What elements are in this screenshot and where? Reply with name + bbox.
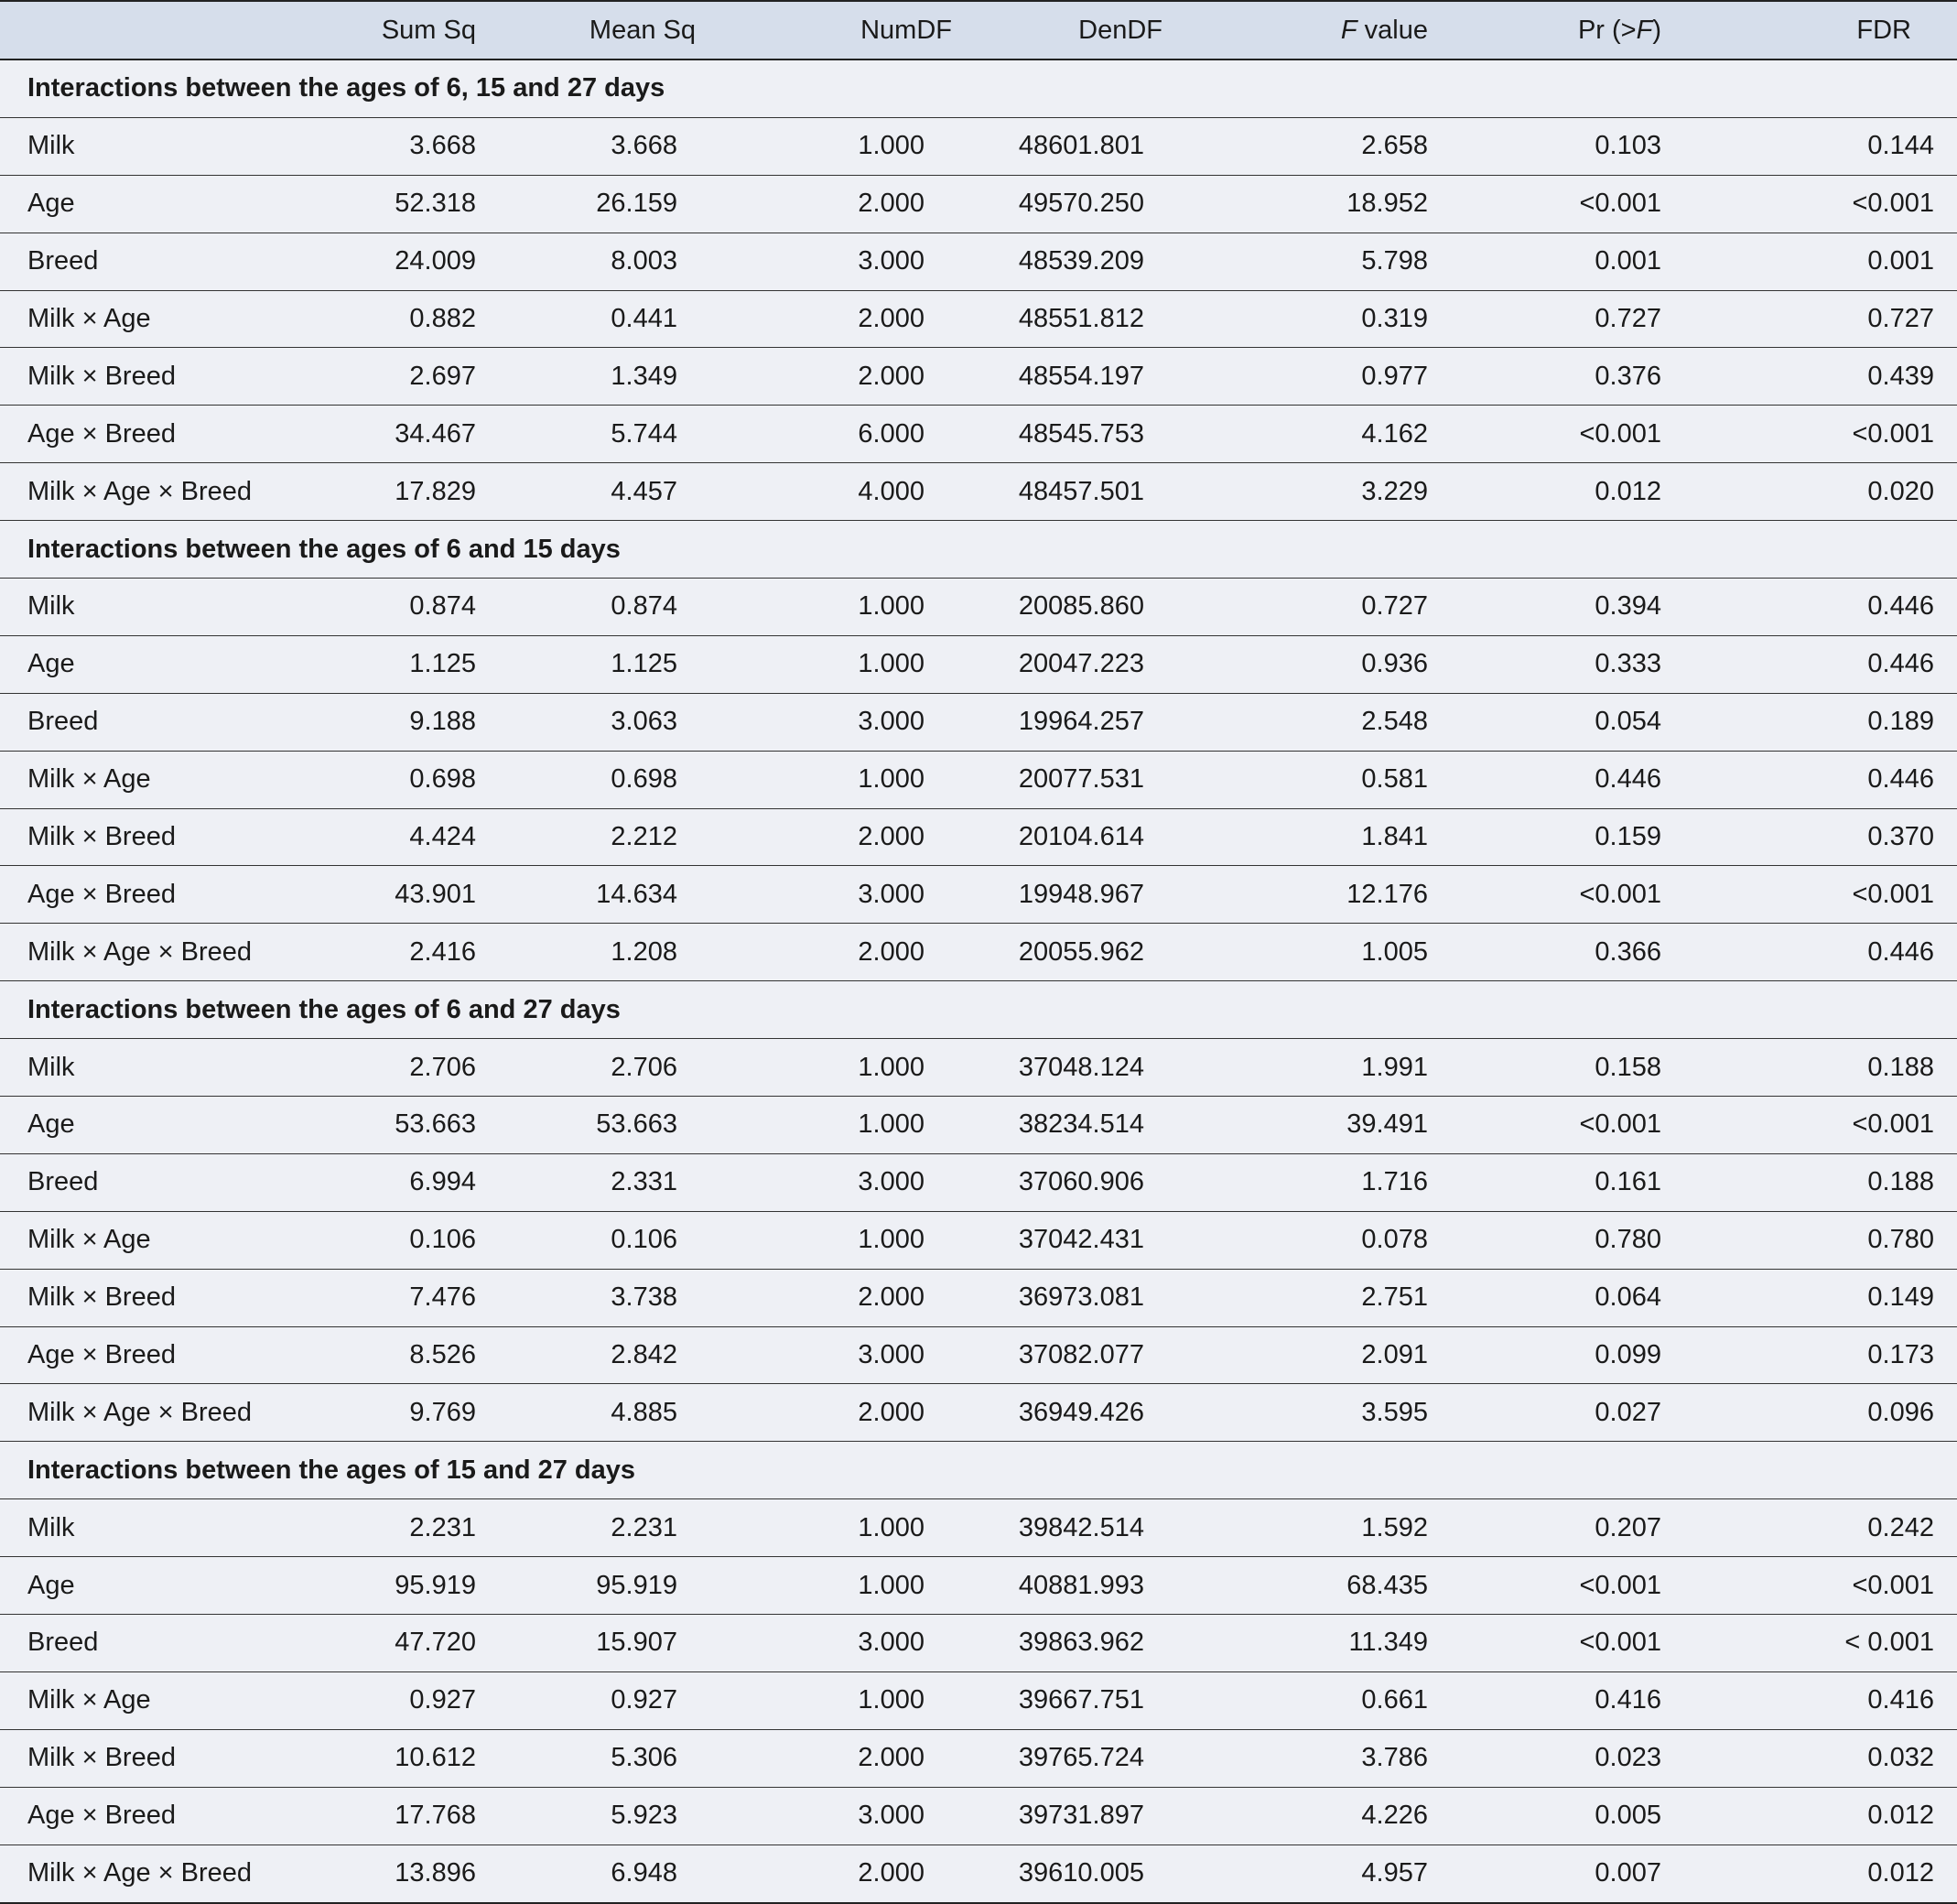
cell-fdr: 0.727 bbox=[1684, 290, 1957, 348]
cell-dendf: 48539.209 bbox=[952, 233, 1217, 290]
cell-f-value: 2.548 bbox=[1217, 693, 1446, 751]
cell-dendf: 48601.801 bbox=[952, 117, 1217, 175]
cell-numdf: 4.000 bbox=[714, 463, 952, 521]
cell-f-value: 4.226 bbox=[1217, 1787, 1446, 1844]
cell-fdr: 0.446 bbox=[1684, 579, 1957, 636]
cell-term: Milk × Age × Breed bbox=[0, 1844, 275, 1902]
cell-fdr: 0.188 bbox=[1684, 1039, 1957, 1097]
cell-sum-sq: 24.009 bbox=[275, 233, 476, 290]
cell-mean-sq: 1.349 bbox=[476, 348, 714, 406]
table-row bbox=[0, 1557, 1957, 1615]
cell-p-value: 0.064 bbox=[1446, 1269, 1684, 1326]
cell-p-value: <0.001 bbox=[1446, 1557, 1684, 1615]
cell-sum-sq: 17.768 bbox=[275, 1787, 476, 1844]
header-mean-sq: Mean Sq bbox=[476, 1, 714, 60]
cell-sum-sq: 9.769 bbox=[275, 1384, 476, 1442]
cell-dendf: 48545.753 bbox=[952, 406, 1217, 463]
cell-sum-sq: 4.424 bbox=[275, 808, 476, 866]
cell-term: Milk bbox=[0, 579, 275, 636]
cell-mean-sq: 4.457 bbox=[476, 463, 714, 521]
cell-dendf: 36949.426 bbox=[952, 1384, 1217, 1442]
cell-term: Age × Breed bbox=[0, 406, 275, 463]
section-title: Interactions between the ages of 6 and 15 days bbox=[0, 521, 1957, 579]
header-pr-prefix: Pr (> bbox=[1577, 15, 1637, 45]
table-row bbox=[0, 1326, 1957, 1384]
cell-p-value: 0.207 bbox=[1446, 1499, 1684, 1557]
table-header bbox=[0, 1, 1957, 60]
section-title: Interactions between the ages of 6 and 27 days bbox=[0, 981, 1957, 1039]
cell-term: Milk × Age × Breed bbox=[0, 463, 275, 521]
cell-dendf: 37048.124 bbox=[952, 1039, 1217, 1097]
cell-term: Milk × Breed bbox=[0, 1269, 275, 1326]
cell-numdf: 2.000 bbox=[714, 1384, 952, 1442]
cell-f-value: 2.658 bbox=[1217, 117, 1446, 175]
table-row bbox=[0, 808, 1957, 866]
cell-fdr: 0.001 bbox=[1684, 233, 1957, 290]
cell-mean-sq: 5.306 bbox=[476, 1729, 714, 1787]
cell-term: Breed bbox=[0, 1615, 275, 1672]
cell-sum-sq: 0.882 bbox=[275, 290, 476, 348]
cell-term: Milk × Age bbox=[0, 751, 275, 808]
cell-dendf: 36973.081 bbox=[952, 1269, 1217, 1326]
cell-dendf: 48554.197 bbox=[952, 348, 1217, 406]
header-pr-f bbox=[1446, 1, 1684, 60]
cell-numdf: 2.000 bbox=[714, 290, 952, 348]
cell-sum-sq: 7.476 bbox=[275, 1269, 476, 1326]
cell-mean-sq: 26.159 bbox=[476, 175, 714, 233]
cell-mean-sq: 53.663 bbox=[476, 1097, 714, 1154]
cell-dendf: 20077.531 bbox=[952, 751, 1217, 808]
cell-dendf: 49570.250 bbox=[952, 175, 1217, 233]
table-row bbox=[0, 751, 1957, 808]
cell-dendf: 37042.431 bbox=[952, 1211, 1217, 1269]
cell-p-value: 0.446 bbox=[1446, 751, 1684, 808]
table-row bbox=[0, 866, 1957, 924]
cell-dendf: 37082.077 bbox=[952, 1326, 1217, 1384]
cell-sum-sq: 34.467 bbox=[275, 406, 476, 463]
cell-f-value: 18.952 bbox=[1217, 175, 1446, 233]
cell-f-value: 0.727 bbox=[1217, 579, 1446, 636]
cell-p-value: 0.001 bbox=[1446, 233, 1684, 290]
cell-numdf: 2.000 bbox=[714, 175, 952, 233]
section-header-row bbox=[0, 981, 1957, 1039]
cell-sum-sq: 95.919 bbox=[275, 1557, 476, 1615]
cell-numdf: 1.000 bbox=[714, 1211, 952, 1269]
cell-mean-sq: 1.125 bbox=[476, 635, 714, 693]
table-row bbox=[0, 1729, 1957, 1787]
cell-sum-sq: 2.231 bbox=[275, 1499, 476, 1557]
header-dendf: DenDF bbox=[952, 1, 1217, 60]
cell-p-value: 0.012 bbox=[1446, 463, 1684, 521]
cell-f-value: 1.841 bbox=[1217, 808, 1446, 866]
cell-mean-sq: 1.208 bbox=[476, 924, 714, 981]
header-pr-suffix: ) bbox=[1652, 15, 1661, 45]
cell-numdf: 1.000 bbox=[714, 1557, 952, 1615]
section-title: Interactions between the ages of 15 and 27 days bbox=[0, 1442, 1957, 1499]
cell-fdr: 0.446 bbox=[1684, 924, 1957, 981]
cell-dendf: 38234.514 bbox=[952, 1097, 1217, 1154]
cell-p-value: 0.416 bbox=[1446, 1671, 1684, 1729]
header-sum-sq: Sum Sq bbox=[275, 1, 476, 60]
cell-fdr: 0.144 bbox=[1684, 117, 1957, 175]
cell-f-value: 4.957 bbox=[1217, 1844, 1446, 1902]
cell-fdr: <0.001 bbox=[1684, 1557, 1957, 1615]
cell-fdr: 0.188 bbox=[1684, 1153, 1957, 1211]
cell-sum-sq: 2.706 bbox=[275, 1039, 476, 1097]
cell-mean-sq: 5.923 bbox=[476, 1787, 714, 1844]
section-header-row bbox=[0, 521, 1957, 579]
cell-sum-sq: 3.668 bbox=[275, 117, 476, 175]
cell-term: Breed bbox=[0, 233, 275, 290]
cell-fdr: 0.780 bbox=[1684, 1211, 1957, 1269]
cell-f-value: 2.091 bbox=[1217, 1326, 1446, 1384]
table-row bbox=[0, 1671, 1957, 1729]
cell-sum-sq: 0.927 bbox=[275, 1671, 476, 1729]
cell-f-value: 12.176 bbox=[1217, 866, 1446, 924]
cell-sum-sq: 47.720 bbox=[275, 1615, 476, 1672]
cell-p-value: <0.001 bbox=[1446, 866, 1684, 924]
cell-numdf: 2.000 bbox=[714, 1269, 952, 1326]
table-row bbox=[0, 175, 1957, 233]
cell-term: Milk × Breed bbox=[0, 808, 275, 866]
cell-sum-sq: 53.663 bbox=[275, 1097, 476, 1154]
cell-fdr: 0.032 bbox=[1684, 1729, 1957, 1787]
cell-term: Age × Breed bbox=[0, 866, 275, 924]
cell-p-value: 0.027 bbox=[1446, 1384, 1684, 1442]
cell-sum-sq: 52.318 bbox=[275, 175, 476, 233]
cell-term: Milk × Age × Breed bbox=[0, 924, 275, 981]
table-row bbox=[0, 1039, 1957, 1097]
cell-fdr: 0.416 bbox=[1684, 1671, 1957, 1729]
cell-sum-sq: 6.994 bbox=[275, 1153, 476, 1211]
table-row bbox=[0, 924, 1957, 981]
section-header-row bbox=[0, 1442, 1957, 1499]
cell-fdr: < 0.001 bbox=[1684, 1615, 1957, 1672]
cell-fdr: <0.001 bbox=[1684, 175, 1957, 233]
cell-numdf: 3.000 bbox=[714, 1326, 952, 1384]
table-row bbox=[0, 406, 1957, 463]
cell-f-value: 0.078 bbox=[1217, 1211, 1446, 1269]
cell-term: Milk × Breed bbox=[0, 348, 275, 406]
cell-dendf: 39731.897 bbox=[952, 1787, 1217, 1844]
table-row bbox=[0, 290, 1957, 348]
cell-numdf: 1.000 bbox=[714, 751, 952, 808]
cell-dendf: 19948.967 bbox=[952, 866, 1217, 924]
cell-sum-sq: 43.901 bbox=[275, 866, 476, 924]
cell-fdr: 0.149 bbox=[1684, 1269, 1957, 1326]
cell-f-value: 0.581 bbox=[1217, 751, 1446, 808]
cell-p-value: <0.001 bbox=[1446, 1097, 1684, 1154]
cell-f-value: 4.162 bbox=[1217, 406, 1446, 463]
cell-term: Age × Breed bbox=[0, 1326, 275, 1384]
cell-f-value: 1.592 bbox=[1217, 1499, 1446, 1557]
cell-term: Milk × Breed bbox=[0, 1729, 275, 1787]
cell-numdf: 3.000 bbox=[714, 693, 952, 751]
cell-numdf: 2.000 bbox=[714, 348, 952, 406]
cell-sum-sq: 2.697 bbox=[275, 348, 476, 406]
cell-fdr: 0.020 bbox=[1684, 463, 1957, 521]
cell-mean-sq: 2.706 bbox=[476, 1039, 714, 1097]
cell-term: Milk × Age bbox=[0, 1671, 275, 1729]
table-row bbox=[0, 1384, 1957, 1442]
cell-mean-sq: 3.668 bbox=[476, 117, 714, 175]
cell-mean-sq: 4.885 bbox=[476, 1384, 714, 1442]
cell-numdf: 2.000 bbox=[714, 1844, 952, 1902]
cell-mean-sq: 2.842 bbox=[476, 1326, 714, 1384]
cell-mean-sq: 0.698 bbox=[476, 751, 714, 808]
cell-p-value: 0.099 bbox=[1446, 1326, 1684, 1384]
cell-p-value: <0.001 bbox=[1446, 1615, 1684, 1672]
cell-f-value: 3.786 bbox=[1217, 1729, 1446, 1787]
table-row bbox=[0, 348, 1957, 406]
cell-dendf: 20047.223 bbox=[952, 635, 1217, 693]
cell-dendf: 48457.501 bbox=[952, 463, 1217, 521]
cell-mean-sq: 0.441 bbox=[476, 290, 714, 348]
cell-numdf: 6.000 bbox=[714, 406, 952, 463]
cell-fdr: 0.096 bbox=[1684, 1384, 1957, 1442]
cell-p-value: 0.007 bbox=[1446, 1844, 1684, 1902]
cell-term: Milk bbox=[0, 1499, 275, 1557]
cell-mean-sq: 5.744 bbox=[476, 406, 714, 463]
cell-f-value: 0.319 bbox=[1217, 290, 1446, 348]
cell-p-value: 0.376 bbox=[1446, 348, 1684, 406]
cell-numdf: 3.000 bbox=[714, 866, 952, 924]
cell-fdr: 0.012 bbox=[1684, 1844, 1957, 1902]
cell-p-value: <0.001 bbox=[1446, 175, 1684, 233]
cell-mean-sq: 2.331 bbox=[476, 1153, 714, 1211]
cell-p-value: 0.333 bbox=[1446, 635, 1684, 693]
cell-term: Age bbox=[0, 1557, 275, 1615]
cell-fdr: 0.370 bbox=[1684, 808, 1957, 866]
cell-numdf: 2.000 bbox=[714, 808, 952, 866]
cell-fdr: 0.446 bbox=[1684, 751, 1957, 808]
cell-fdr: 0.012 bbox=[1684, 1787, 1957, 1844]
cell-numdf: 1.000 bbox=[714, 635, 952, 693]
cell-dendf: 39610.005 bbox=[952, 1844, 1217, 1902]
cell-p-value: 0.394 bbox=[1446, 579, 1684, 636]
cell-f-value: 2.751 bbox=[1217, 1269, 1446, 1326]
cell-sum-sq: 0.698 bbox=[275, 751, 476, 808]
cell-f-value: 1.991 bbox=[1217, 1039, 1446, 1097]
section-title: Interactions between the ages of 6, 15 and 27 days bbox=[0, 60, 1957, 117]
section-header-row bbox=[0, 60, 1957, 117]
cell-numdf: 2.000 bbox=[714, 924, 952, 981]
cell-sum-sq: 0.106 bbox=[275, 1211, 476, 1269]
cell-numdf: 1.000 bbox=[714, 1499, 952, 1557]
cell-numdf: 3.000 bbox=[714, 1153, 952, 1211]
cell-term: Milk bbox=[0, 1039, 275, 1097]
header-row bbox=[0, 1, 1957, 60]
table-row bbox=[0, 463, 1957, 521]
cell-numdf: 1.000 bbox=[714, 117, 952, 175]
cell-dendf: 39765.724 bbox=[952, 1729, 1217, 1787]
table-body bbox=[0, 60, 1957, 1903]
cell-p-value: 0.366 bbox=[1446, 924, 1684, 981]
cell-term: Age bbox=[0, 175, 275, 233]
cell-f-value: 1.005 bbox=[1217, 924, 1446, 981]
cell-term: Breed bbox=[0, 1153, 275, 1211]
cell-p-value: 0.054 bbox=[1446, 693, 1684, 751]
table-row bbox=[0, 693, 1957, 751]
cell-fdr: <0.001 bbox=[1684, 866, 1957, 924]
cell-dendf: 39667.751 bbox=[952, 1671, 1217, 1729]
cell-f-value: 5.798 bbox=[1217, 233, 1446, 290]
cell-mean-sq: 3.063 bbox=[476, 693, 714, 751]
cell-dendf: 20085.860 bbox=[952, 579, 1217, 636]
cell-p-value: 0.158 bbox=[1446, 1039, 1684, 1097]
cell-sum-sq: 0.874 bbox=[275, 579, 476, 636]
cell-fdr: 0.242 bbox=[1684, 1499, 1957, 1557]
cell-mean-sq: 0.106 bbox=[476, 1211, 714, 1269]
cell-dendf: 37060.906 bbox=[952, 1153, 1217, 1211]
cell-numdf: 1.000 bbox=[714, 1039, 952, 1097]
table-row bbox=[0, 1269, 1957, 1326]
header-fdr: FDR bbox=[1684, 1, 1957, 60]
cell-p-value: 0.103 bbox=[1446, 117, 1684, 175]
cell-f-value: 68.435 bbox=[1217, 1557, 1446, 1615]
cell-f-value: 0.936 bbox=[1217, 635, 1446, 693]
cell-sum-sq: 9.188 bbox=[275, 693, 476, 751]
cell-mean-sq: 2.212 bbox=[476, 808, 714, 866]
table-row bbox=[0, 1211, 1957, 1269]
table-row bbox=[0, 1153, 1957, 1211]
cell-dendf: 39863.962 bbox=[952, 1615, 1217, 1672]
cell-fdr: 0.446 bbox=[1684, 635, 1957, 693]
cell-p-value: 0.159 bbox=[1446, 808, 1684, 866]
cell-sum-sq: 10.612 bbox=[275, 1729, 476, 1787]
cell-mean-sq: 0.927 bbox=[476, 1671, 714, 1729]
cell-term: Milk bbox=[0, 117, 275, 175]
table-row bbox=[0, 1787, 1957, 1844]
header-f-italic: F bbox=[1340, 15, 1357, 45]
cell-f-value: 0.977 bbox=[1217, 348, 1446, 406]
cell-dendf: 19964.257 bbox=[952, 693, 1217, 751]
cell-p-value: 0.023 bbox=[1446, 1729, 1684, 1787]
cell-f-value: 11.349 bbox=[1217, 1615, 1446, 1672]
cell-numdf: 3.000 bbox=[714, 1615, 952, 1672]
cell-numdf: 3.000 bbox=[714, 233, 952, 290]
cell-term: Age × Breed bbox=[0, 1787, 275, 1844]
cell-fdr: <0.001 bbox=[1684, 406, 1957, 463]
table-row bbox=[0, 233, 1957, 290]
cell-f-value: 39.491 bbox=[1217, 1097, 1446, 1154]
cell-sum-sq: 17.829 bbox=[275, 463, 476, 521]
cell-p-value: 0.727 bbox=[1446, 290, 1684, 348]
cell-numdf: 1.000 bbox=[714, 1097, 952, 1154]
cell-p-value: <0.001 bbox=[1446, 406, 1684, 463]
cell-mean-sq: 0.874 bbox=[476, 579, 714, 636]
header-numdf: NumDF bbox=[714, 1, 952, 60]
cell-fdr: <0.001 bbox=[1684, 1097, 1957, 1154]
header-pr-italic: F bbox=[1636, 15, 1653, 45]
cell-term: Age bbox=[0, 635, 275, 693]
header-f-rest: value bbox=[1357, 15, 1428, 45]
cell-dendf: 48551.812 bbox=[952, 290, 1217, 348]
cell-mean-sq: 95.919 bbox=[476, 1557, 714, 1615]
cell-dendf: 20104.614 bbox=[952, 808, 1217, 866]
table-row bbox=[0, 1499, 1957, 1557]
cell-mean-sq: 2.231 bbox=[476, 1499, 714, 1557]
cell-dendf: 40881.993 bbox=[952, 1557, 1217, 1615]
cell-sum-sq: 13.896 bbox=[275, 1844, 476, 1902]
cell-fdr: 0.439 bbox=[1684, 348, 1957, 406]
cell-numdf: 1.000 bbox=[714, 579, 952, 636]
cell-mean-sq: 14.634 bbox=[476, 866, 714, 924]
cell-p-value: 0.780 bbox=[1446, 1211, 1684, 1269]
cell-dendf: 39842.514 bbox=[952, 1499, 1217, 1557]
cell-fdr: 0.189 bbox=[1684, 693, 1957, 751]
table-row bbox=[0, 1615, 1957, 1672]
cell-f-value: 3.595 bbox=[1217, 1384, 1446, 1442]
cell-term: Breed bbox=[0, 693, 275, 751]
cell-mean-sq: 8.003 bbox=[476, 233, 714, 290]
cell-mean-sq: 15.907 bbox=[476, 1615, 714, 1672]
cell-mean-sq: 3.738 bbox=[476, 1269, 714, 1326]
cell-numdf: 3.000 bbox=[714, 1787, 952, 1844]
cell-sum-sq: 1.125 bbox=[275, 635, 476, 693]
cell-sum-sq: 2.416 bbox=[275, 924, 476, 981]
table-row bbox=[0, 1097, 1957, 1154]
header-f-value bbox=[1217, 1, 1446, 60]
cell-f-value: 1.716 bbox=[1217, 1153, 1446, 1211]
cell-term: Milk × Age bbox=[0, 1211, 275, 1269]
cell-term: Milk × Age × Breed bbox=[0, 1384, 275, 1442]
cell-p-value: 0.005 bbox=[1446, 1787, 1684, 1844]
cell-term: Milk × Age bbox=[0, 290, 275, 348]
table-row bbox=[0, 635, 1957, 693]
cell-dendf: 20055.962 bbox=[952, 924, 1217, 981]
table-row bbox=[0, 579, 1957, 636]
table-row bbox=[0, 117, 1957, 175]
cell-numdf: 2.000 bbox=[714, 1729, 952, 1787]
table-row bbox=[0, 1844, 1957, 1902]
cell-f-value: 3.229 bbox=[1217, 463, 1446, 521]
cell-mean-sq: 6.948 bbox=[476, 1844, 714, 1902]
cell-term: Age bbox=[0, 1097, 275, 1154]
header-term bbox=[0, 1, 275, 60]
cell-f-value: 0.661 bbox=[1217, 1671, 1446, 1729]
cell-numdf: 1.000 bbox=[714, 1671, 952, 1729]
cell-fdr: 0.173 bbox=[1684, 1326, 1957, 1384]
cell-sum-sq: 8.526 bbox=[275, 1326, 476, 1384]
cell-p-value: 0.161 bbox=[1446, 1153, 1684, 1211]
